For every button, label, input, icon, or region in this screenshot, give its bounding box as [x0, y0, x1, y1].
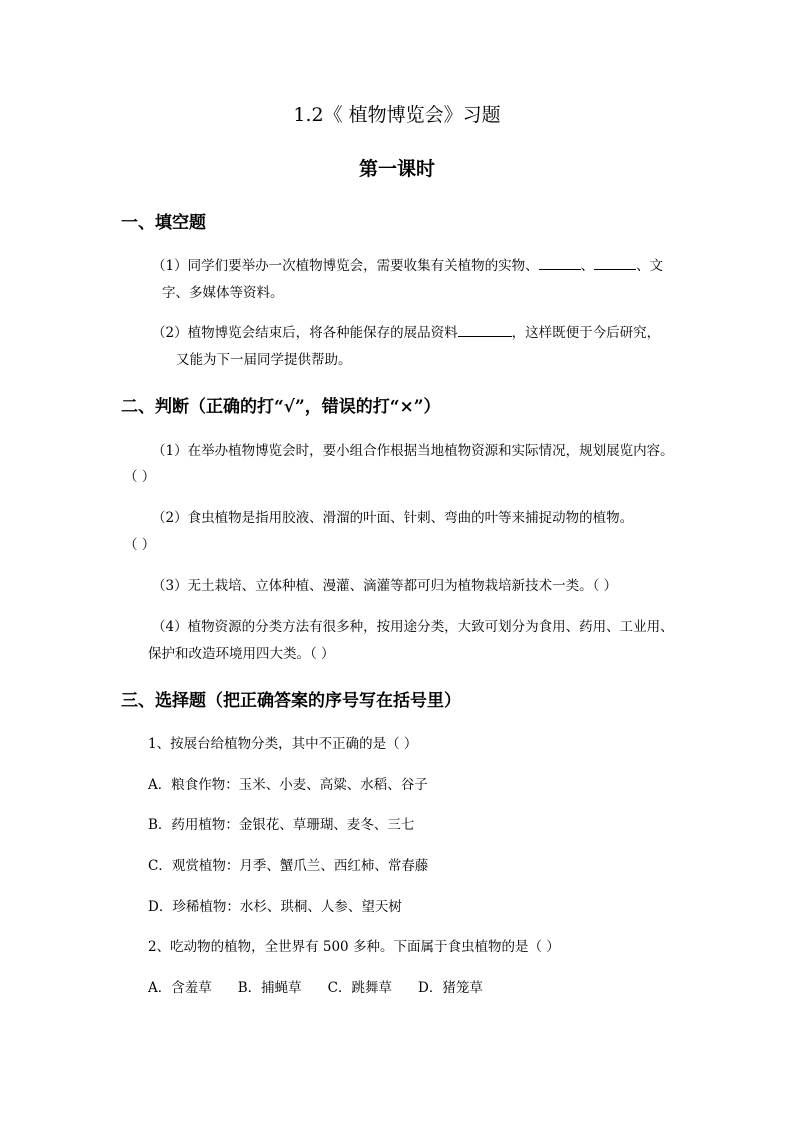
- fill-question-1-line2: 字、多媒体等资料。: [162, 285, 284, 301]
- answer-blank: [594, 257, 636, 270]
- fill-question-1-text: （1）同学们要举办一次植物博览会，需要收集有关植物的实物、: [152, 258, 539, 274]
- choice-question-2-option-d: D．猪笼草: [418, 980, 483, 996]
- fill-question-2-text: （2）植物博览会结束后，将各种能保存的展品资料: [152, 325, 458, 341]
- fill-question-1-separator: 、: [580, 258, 595, 274]
- fill-question-2-line1: [152, 324, 660, 342]
- fill-question-1-line1: [152, 257, 663, 275]
- section3-heading: 三、选择题（把正确答案的序号写在括号里）: [121, 691, 461, 711]
- choice-question-2-option-b: B．捕蝇草: [237, 980, 302, 996]
- section2-heading: 二、判断（正确的打“√”，错误的打“×”）: [121, 397, 441, 417]
- choice-question-1: 1、按展台给植物分类，其中不正确的是（ ）: [148, 736, 418, 752]
- choice-question-1-option-b: B．药用植物：金银花、草珊瑚、麦冬、三七: [148, 817, 415, 833]
- judge-question-1-paren: （ ）: [124, 469, 156, 485]
- fill-question-2-tail: ，这样既便于今后研究，: [511, 325, 661, 341]
- judge-question-3: （3）无土栽培、立体种植、漫灌、滴灌等都可归为植物栽培新技术一类。（ ）: [152, 578, 618, 594]
- page-title: 1.2《 植物博览会》习题: [293, 104, 501, 126]
- answer-blank: [458, 324, 512, 337]
- judge-question-4-line2: 保护和改造环境用四大类。（ ）: [148, 646, 335, 662]
- choice-question-2-option-c: C．跳舞草: [327, 980, 393, 996]
- page-subtitle: 第一课时: [358, 158, 435, 180]
- section1-heading: 一、填空题: [121, 213, 206, 233]
- fill-question-2-line2: 又能为下一届同学提供帮助。: [176, 352, 352, 368]
- choice-question-2: 2、吃动物的植物，全世界有 500 多种。下面属于食虫植物的是（ ）: [148, 939, 560, 955]
- choice-question-1-option-a: A．粮食作物：玉米、小麦、高粱、水稻、谷子: [148, 777, 428, 793]
- choice-question-1-option-d: D．珍稀植物：水杉、珙桐、人参、望天树: [148, 899, 402, 915]
- judge-question-4-line1: （4）植物资源的分类方法有很多种，按用途分类，大致可划分为食用、药用、工业用、: [152, 619, 674, 635]
- choice-question-1-option-c: C．观赏植物：月季、蟹爪兰、西红柿、常春藤: [148, 858, 429, 874]
- judge-question-2: （2）食虫植物是指用胶液、滑溜的叶面、针刺、弯曲的叶等来捕捉动物的植物。: [152, 510, 634, 526]
- judge-question-2-paren: （ ）: [124, 537, 156, 553]
- choice-question-2-option-a: A．含羞草: [148, 980, 212, 996]
- choice-question-2-options: [148, 979, 509, 997]
- fill-question-1-separator: 、文: [636, 258, 664, 274]
- judge-question-1: （1）在举办植物博览会时，要小组合作根据当地植物资源和实际情况，规划展览内容。: [152, 443, 674, 459]
- answer-blank: [539, 257, 581, 270]
